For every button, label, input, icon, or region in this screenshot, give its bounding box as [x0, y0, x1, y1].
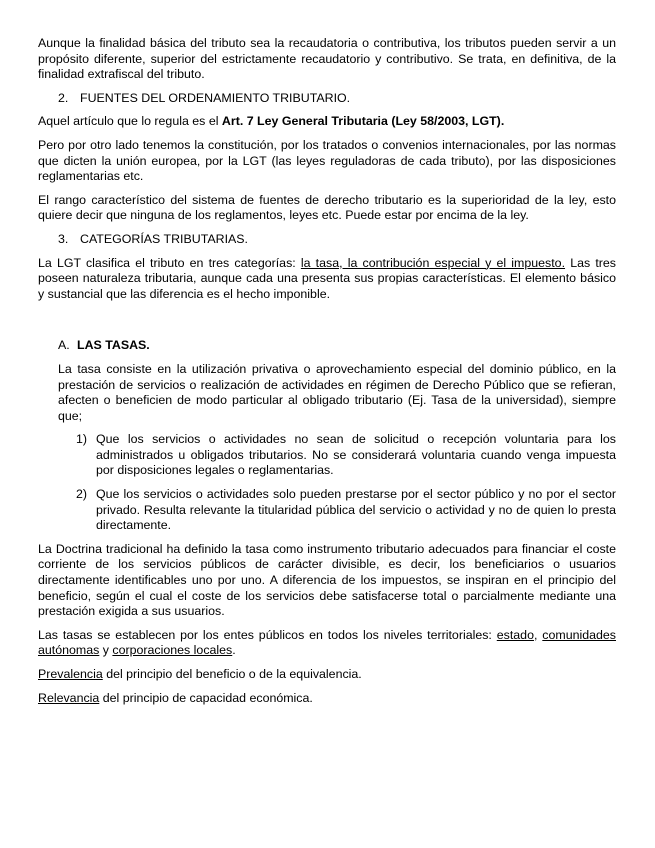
document-page	[38, 36, 616, 714]
tasa-definition-paragraph: La tasa consiste en la utilización privativa o aprovechamiento especial del dominio público, en la prestación de servicios o realización de actividades en régimen de Derecho Público que se refieran, afecten o beneficien de modo particular al obligado tributario (Ej. Tasa de la universidad), siempre que;	[58, 361, 616, 423]
prevalence-text: del principio del beneficio o de la equivalencia.	[102, 667, 362, 681]
list-marker: 2)	[76, 487, 88, 502]
article-prefix: Aquel artículo que lo regula es el	[38, 114, 222, 129]
article-reference: Art. 7 Ley General Tributaria (Ley 58/2003, LGT).	[221, 114, 505, 129]
subsection-a-title: LAS TASAS.	[77, 338, 150, 353]
categories-paragraph	[38, 256, 616, 303]
sources-paragraph: Pero por otro lado tenemos la constitución, por los tratados o convenios internacionales, por las normas que dicten la unión europea, por la LGT (las leyes reguladoras de cada tributo), por las disposiciones reglamentarias etc.	[38, 137, 616, 184]
section-3-heading	[38, 232, 616, 248]
levels-end: .	[232, 643, 236, 658]
subsection-a-letter: A.	[58, 338, 70, 353]
prevalence-term: Prevalencia	[38, 667, 103, 681]
intro-paragraph: Aunque la finalidad básica del tributo sea la recaudatoria o contributiva, los tributos pueden servir a un propósito diferente, superior del estrictamente recaudatorio y contributivo. Se trata, en definitiva, de la finalidad extrafiscal del tributo.	[38, 36, 616, 82]
doctrine-paragraph: La Doctrina tradicional ha definido la tasa como instrumento tributario adecuados para financiar el coste corriente de los servicios públicos de carácter divisible, es decir, los beneficiarios o usuarios directamente identificables uno por uno. A diferencia de los impuestos, se inspiran en el principio del beneficio, según el cual el coste de los servicios debe satisfacerse total o parcialmente mediante una prestación exigida a sus usuarios.	[38, 541, 616, 619]
levels-prefix: Las tasas se establecen por los entes públicos en todos los niveles territoriales:	[38, 627, 497, 642]
list-marker: 1)	[76, 432, 88, 447]
article-paragraph	[38, 114, 616, 130]
relevance-text: del principio de capacidad económica.	[99, 690, 313, 705]
territorial-levels-paragraph	[38, 628, 616, 659]
list-item	[38, 432, 616, 479]
level-estado: estado	[496, 627, 534, 642]
prevalence-paragraph	[38, 667, 616, 683]
categories-list: la tasa, la contribución especial y el impuesto.	[300, 255, 566, 270]
levels-separator: y	[99, 643, 113, 658]
section-3-title: CATEGORÍAS TRIBUTARIAS.	[80, 231, 248, 246]
section-3-number: 3.	[58, 231, 69, 246]
categories-suffix: Las tres poseen naturaleza tributaria, aunque cada una presenta sus propias características. El elemento básico y sustancial que las diferencia es el hecho imponible.	[38, 255, 616, 301]
hierarchy-paragraph: El rango característico del sistema de fuentes de derecho tributario es la superioridad de la ley, esto quiere decir que ninguna de los reglamentos, leyes etc. Puede estar por encima de la ley.	[38, 192, 616, 223]
level-corporaciones: corporaciones locales	[112, 643, 233, 658]
section-2-number: 2.	[58, 90, 69, 105]
section-2-heading	[38, 91, 616, 107]
levels-separator: ,	[533, 627, 543, 642]
section-2-title: FUENTES DEL ORDENAMIENTO TRIBUTARIO.	[80, 90, 351, 105]
list-item-text: Que los servicios o actividades solo pueden prestarse por el sector público y no por el sector privado. Resulta relevante la titularidad pública del servicio o actividad y no de quien lo presta directamente.	[96, 487, 616, 533]
relevance-paragraph	[38, 691, 616, 707]
subsection-a-heading	[38, 338, 616, 354]
list-item	[38, 487, 616, 534]
relevance-term: Relevancia	[38, 690, 100, 705]
list-item-text: Que los servicios o actividades no sean de solicitud o recepción voluntaria para los administrados u obligados tributarios. No se considerará voluntaria cuando venga impuesta por disposiciones legales o reglamentarias.	[96, 432, 616, 478]
categories-prefix: La LGT clasifica el tributo en tres categorías:	[38, 255, 301, 270]
level-comunidades: comunidades autónomas	[38, 627, 616, 658]
